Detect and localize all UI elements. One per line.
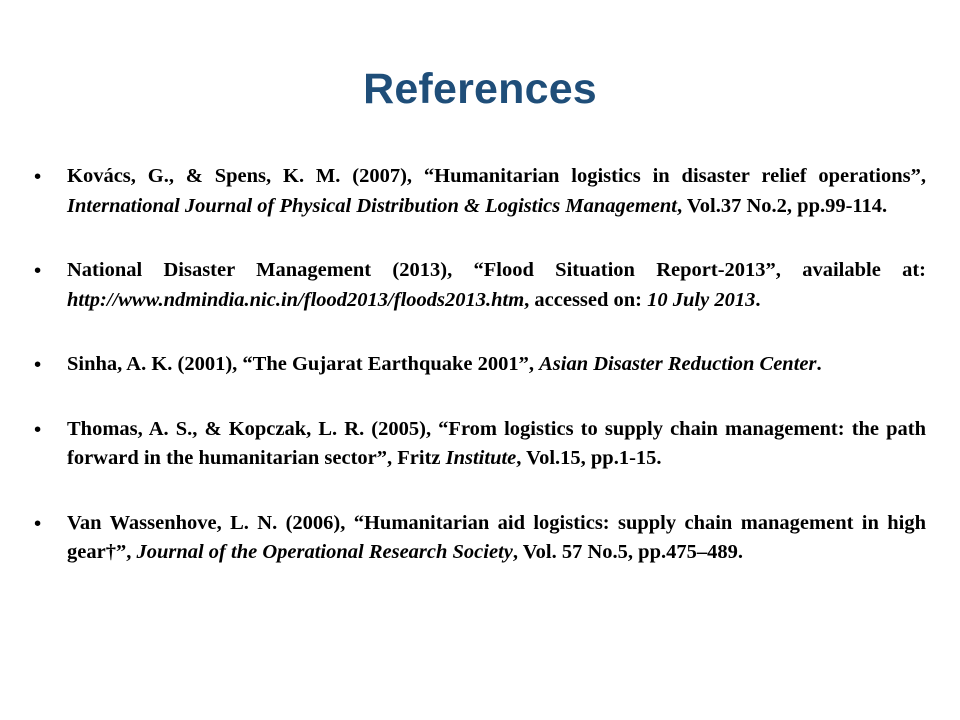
bullet-icon: • [34,417,42,441]
reference-end: . [755,288,761,311]
reference-details: . [816,353,822,375]
reference-text: National Disaster Management (2013), “Flood Situation Report-2013”, available at: [67,259,926,281]
slide-title: References [363,65,597,113]
reference-text: Kovács, G., & Spens, K. M. (2007), “Humanitarian logistics in disaster relief operations”, [67,165,926,187]
reference-source: International Journal of Physical Distribution & Logistics Management [67,194,677,217]
reference-source: Asian Disaster Reduction Center [539,353,817,375]
reference-details: , Vol.15, pp.1-15. [516,447,662,469]
reference-list [34,162,926,568]
bullet-icon: • [34,165,42,188]
bullet-icon: • [34,511,42,535]
reference-item [34,509,926,568]
reference-date: 10 July 2013 [647,288,756,311]
reference-item [34,256,926,315]
reference-source: Journal of the Operational Research Society [136,541,513,563]
reference-item [34,350,926,380]
reference-source: Institute [445,447,517,469]
reference-text: Sinha, A. K. (2001), “The Gujarat Earthquake 2001”, [67,353,540,375]
reference-item [34,415,926,474]
reference-item [34,162,926,221]
reference-text: Van Wassenhove, L. N. (2006), “Humanitarian aid logistics: supply chain management in high gear†”, [67,511,926,563]
reference-text: Thomas, A. S., & Kopczak, L. R. (2005), “From logistics to supply chain management: the path forward in the humanitarian sector”, Fritz [67,417,926,469]
reference-details: , accessed on: [524,288,648,311]
reference-details: , Vol.37 No.2, pp.99-114. [676,194,888,217]
bullet-icon: • [34,259,42,282]
reference-details: , Vol. 57 No.5, pp.475–489. [512,541,743,563]
bullet-icon: • [34,353,42,376]
reference-url: http://www.ndmindia.nic.in/flood2013/floods2013.htm [67,288,525,311]
